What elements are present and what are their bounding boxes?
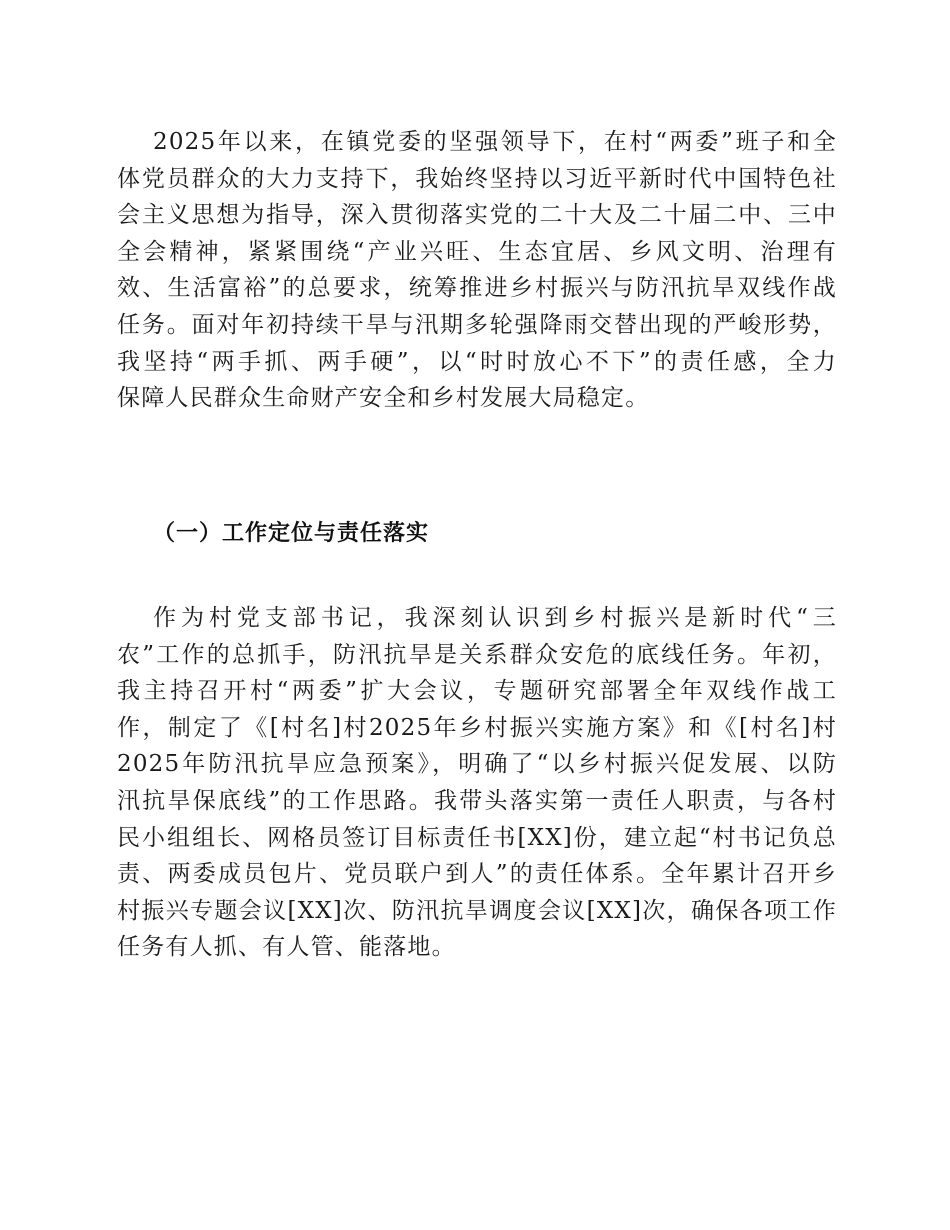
paragraph-line: 效、生活富裕”的总要求，统筹推进乡村振兴与防汛抗旱双线作战 xyxy=(117,275,837,302)
paragraph-line: 任务。面对年初持续干旱与汛期多轮强降雨交替出现的严峻形势， xyxy=(117,311,837,338)
paragraph-line: 我坚持“两手抓、两手硬”，以“时时放心不下”的责任感，全力 xyxy=(117,348,837,375)
paragraph-line: 2025年防汛抗旱应急预案》，明确了“以乡村振兴促发展、以防 xyxy=(117,751,837,778)
paragraph-line: 体党员群众的大力支持下，我始终坚持以习近平新时代中国特色社 xyxy=(117,165,837,192)
paragraph-line: 作为村党支部书记，我深刻认识到乡村振兴是新时代“三 xyxy=(153,605,837,631)
paragraph-line: 民小组组长、网格员签订目标责任书[XX]份，建立起“村书记负总 xyxy=(117,824,837,851)
paragraph-line: 保障人民群众生命财产安全和乡村发展大局稳定。 xyxy=(117,385,650,412)
paragraph-line: 会主义思想为指导，深入贯彻落实党的二十大及二十届二中、三中 xyxy=(117,202,837,229)
paragraph-line: 全会精神，紧紧围绕“产业兴旺、生态宜居、乡风文明、治理有 xyxy=(117,238,837,265)
paragraph-line: 责、两委成员包片、党员联户到人”的责任体系。全年累计召开乡 xyxy=(117,861,837,888)
paragraph-line: 村振兴专题会议[XX]次、防汛抗旱调度会议[XX]次，确保各项工作 xyxy=(117,897,837,924)
paragraph-line: 2025年以来，在镇党委的坚强领导下，在村“两委”班子和全 xyxy=(153,129,837,155)
paragraph-line: 农”工作的总抓手，防汛抗旱是关系群众安危的底线任务。年初， xyxy=(117,641,837,668)
section-paragraph xyxy=(117,600,837,966)
paragraph-line: 任务有人抓、有人管、能落地。 xyxy=(117,934,456,961)
paragraph-line: 汛抗旱保底线”的工作思路。我带头落实第一责任人职责，与各村 xyxy=(117,787,837,814)
intro-paragraph xyxy=(117,124,837,417)
paragraph-line: 作，制定了《[村名]村2025年乡村振兴实施方案》和《[村名]村 xyxy=(117,714,837,741)
paragraph-line: 我主持召开村“两委”扩大会议，专题研究部署全年双线作战工 xyxy=(117,678,837,705)
section-heading: （一）工作定位与责任落实 xyxy=(153,520,430,546)
